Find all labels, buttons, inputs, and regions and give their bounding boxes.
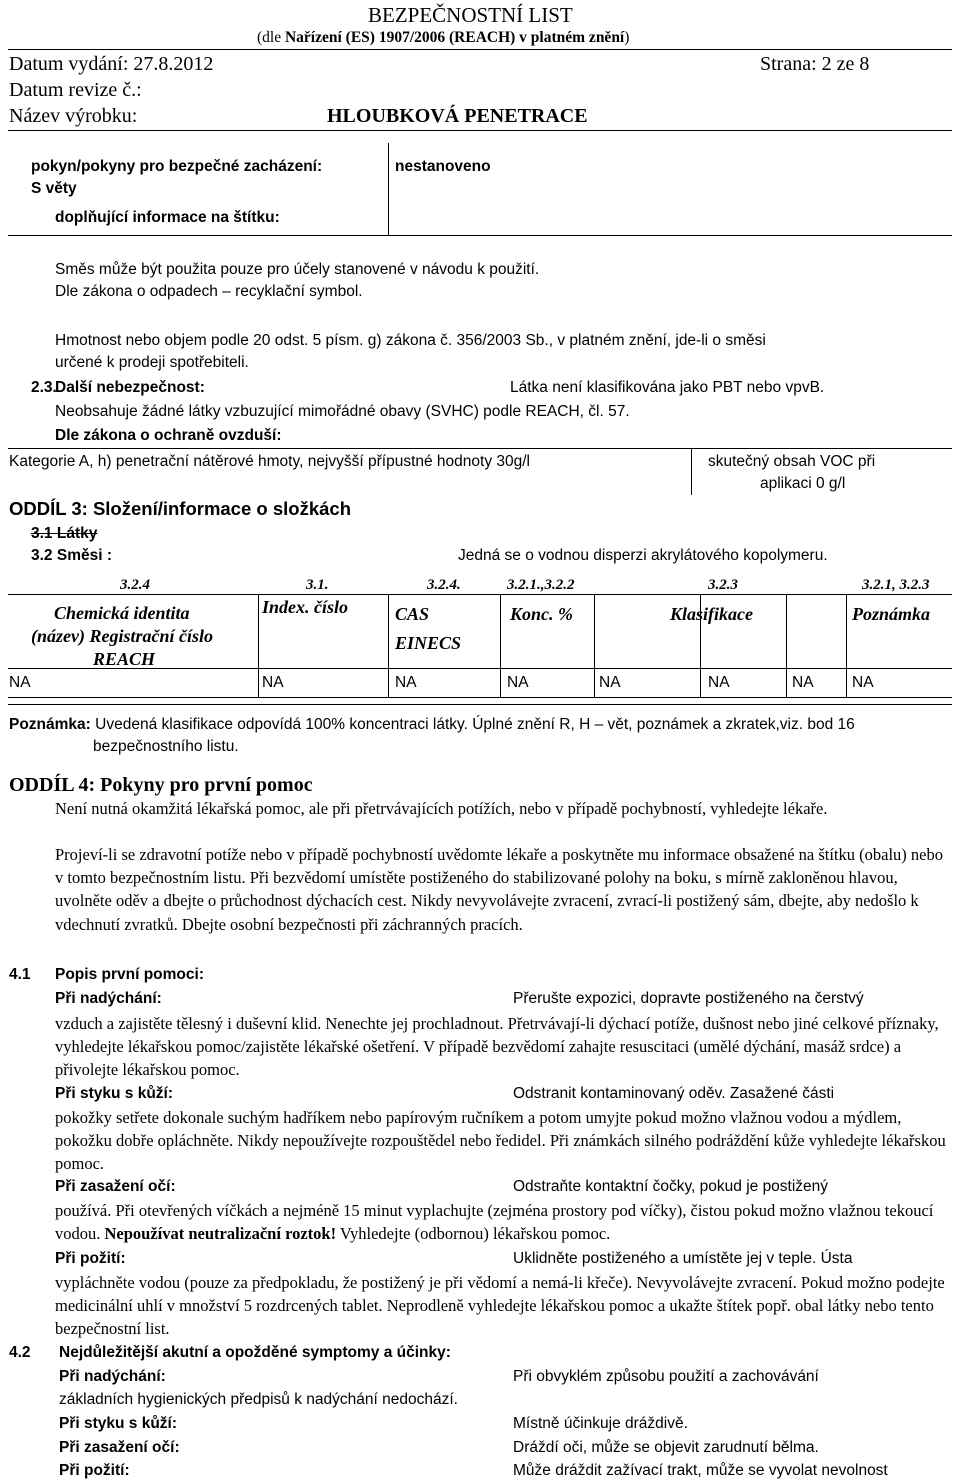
revision-date: Datum revize č.: (9, 79, 142, 101)
symptoms-skin-label: Při styku s kůží: (59, 1415, 178, 1432)
inhalation-text: vzduch a zajistěte tělesný i duševní klid. Nenechte jej prochladnout. Přetrvávají-li dýchací potíže, dušnost nebo jiné celkové příznaky, vyhledejte lékařskou pomoc/zajistěte lékařské ošetření. V případě bezvědomí zahajte resuscitaci (umělé dýchání, masáž srdce) a přivolejte lékařskou pomoc. (55, 1014, 939, 1080)
section-4-1-title: Popis první pomoci: (55, 966, 204, 983)
page-number: Strana: 2 ze 8 (760, 53, 870, 75)
use-note: Směs může být použita pouze pro účely stanovené v návodu k použití. (55, 261, 540, 278)
section-4-1-number: 4.1 (9, 966, 31, 983)
voc-table-divider (691, 448, 692, 495)
weight-note-line1: Hmotnost nebo objem podle 20 odst. 5 písm. g) zákona č. 356/2003 Sb., v platném znění, jde-li o směsi (55, 332, 766, 349)
col-chemical-identity-line2: (název) Registrační číslo (31, 626, 213, 646)
comp-col-sep-2 (388, 594, 389, 697)
col-cas: CAS (395, 604, 430, 624)
composition-note-line2: bezpečnostního listu. (93, 738, 239, 755)
section-2-3-label: Další nebezpečnost: (55, 379, 205, 396)
s-sentences-label: S věty (31, 180, 77, 197)
document-title: BEZPEČNOSTNÍ LIST (368, 3, 573, 27)
composition-note: Poznámka: Uvedená klasifikace odpovídá 100% koncentraci látky. Úplné znění R, H – vět, poznámek a zkratek,viz. bod 16 (9, 716, 855, 733)
symptoms-inhalation-rest: základních hygienických předpisů k nadýchání nedochází. (59, 1391, 458, 1408)
skin-contact-text: pokožky setřete dokonale suchým hadříkem nebo papírovým ručníkem a potom umyjte pokud možno vlažnou vodou a mýdlem, pokožku dobře opláchněte. Nikdy nepoužívejte rozpouštědel nebo ředidel. Při známkách silného podráždění kůže vyhledejte lékařskou pomoc. (55, 1108, 946, 1174)
comp-table-bottom2 (8, 704, 952, 705)
section-4-intro-1: Není nutná okamžitá lékařská pomoc, ale při přetrvávajících potížích, nebo v případě pochybností, vyhledejte lékaře. (55, 799, 828, 818)
col-chemical-identity-line1: Chemická identita (54, 603, 190, 623)
ingestion-text: vypláchněte vodou (pouze za předpokladu, že postižený je při vědomí a nemá-li křeče). Nevyvolávejte zvracení. Pokud možno podejte medicinální uhlí v množství 5 rozdrcených tablet. Neprodleně vyhledejte lékařskou pomoc a ukažte štítek popř. obal látky nebo tento bezpečnostní list. (55, 1273, 945, 1339)
section-4-title: ODDÍL 4: Pokyny pro první pomoc (9, 774, 313, 796)
comp-col-sep-7 (846, 594, 847, 697)
ingestion-label: Při požití: (55, 1250, 126, 1267)
section-3-2-mixtures-label: 3.2 Směsi : (31, 547, 112, 564)
comp-table-top (8, 594, 952, 595)
na-cell-2: NA (262, 674, 284, 691)
eye-contact-label: Při zasažení očí: (55, 1178, 176, 1195)
comp-col-sep-4 (594, 594, 595, 697)
product-label: Název výrobku: (9, 105, 138, 127)
ref-col-3: 3.2.4. (427, 577, 461, 593)
header-bottom-rule (8, 130, 952, 131)
label-box-divider (388, 143, 389, 235)
header-rule (8, 49, 952, 50)
voc-content-line1: skutečný obsah VOC při (708, 453, 876, 470)
col-index-number: Index. číslo (262, 597, 349, 617)
comp-table-bottom (8, 697, 952, 698)
section-4-intro-2: Projeví-li se zdravotní potíže nebo v případě pochybností uvědomte lékaře a poskytněte mu informace obsažené na štítku (obalu) nebo v tomto bezpečnostním listu. Při bezvědomí umístěte postiženého do stabilizované polohy na boku, s mírně zakloněnou hlavou, uvolněte oděv a dbejte o průchodnost dýchacích cest. Nikdy nevyvolávejte zvracení, zvrací-li postižený sám, dbejte, aby nedošlo k vdechnutí zvratků. Dbejte osobní bezpečnosti při záchranných pracích. (55, 845, 943, 934)
ref-col-5: 3.2.3 (708, 577, 738, 593)
label-box-bottom (8, 235, 952, 236)
na-cell-6: NA (708, 674, 730, 691)
symptoms-ingestion-label: Při požití: (59, 1462, 130, 1479)
comp-col-sep-6 (786, 594, 787, 697)
symptoms-eye-value: Dráždí oči, může se objevit zarudnutí bělma. (513, 1439, 819, 1456)
na-cell-5: NA (599, 674, 621, 691)
eye-contact-first-line: Odstraňte kontaktní čočky, pokud je postižený (513, 1178, 829, 1195)
ingestion-first-line: Uklidněte postiženého a umístěte jej v teple. Ústa (513, 1250, 853, 1267)
weight-note-line2: určené k prodeji spotřebiteli. (55, 354, 249, 371)
ref-col-4: 3.2.1.,3.2.2 (507, 577, 575, 593)
waste-note: Dle zákona o odpadech – recyklační symbol. (55, 283, 363, 300)
col-chemical-identity-line3: REACH (93, 649, 156, 669)
na-cell-4: NA (507, 674, 529, 691)
col-classification: Klasifikace (670, 604, 753, 624)
col-einecs: EINECS (395, 633, 462, 653)
inhalation-first-line: Přerušte expozici, dopravte postiženého na čerstvý (513, 990, 864, 1007)
col-concentration: Konc. % (510, 604, 573, 624)
symptoms-eye-label: Při zasažení očí: (59, 1439, 180, 1456)
col-note: Poznámka (852, 604, 931, 624)
na-cell-8: NA (852, 674, 874, 691)
skin-contact-first-line: Odstranit kontaminovaný oděv. Zasažené části (513, 1085, 835, 1102)
instructions-label: pokyn/pokyny pro bezpečné zacházení: (31, 158, 323, 175)
section-2-3-number: 2.3. (31, 379, 57, 396)
na-cell-3: NA (395, 674, 417, 691)
supplementary-label: doplňující informace na štítku: (55, 209, 280, 226)
section-2-3-value: Látka není klasifikována jako PBT nebo vpvB. (510, 379, 825, 396)
comp-col-sep-3 (500, 594, 501, 697)
symptoms-ingestion-value: Může dráždit zažívací trakt, může se vyvolat nevolnost (513, 1462, 888, 1479)
inhalation-label: Při nadýchání: (55, 990, 162, 1007)
symptoms-inhalation-label: Při nadýchání: (59, 1368, 166, 1385)
ref-col-6: 3.2.1, 3.2.3 (862, 577, 930, 593)
voc-category: Kategorie A, h) penetrační nátěrové hmoty, nejvyšší přípustné hodnoty 30g/l (9, 453, 530, 470)
section-4-2-title: Nejdůležitější akutní a opožděné symptomy a účinky: (59, 1344, 451, 1361)
air-protection-label: Dle zákona o ochraně ovzduší: (55, 427, 282, 444)
section-4-2-number: 4.2 (9, 1344, 31, 1361)
voc-table-top (8, 448, 952, 449)
regulation-reference: (dle Nařízení (ES) 1907/2006 (REACH) v platném znění) (257, 29, 630, 46)
label-box-value: nestanoveno (395, 158, 491, 175)
skin-contact-label: Při styku s kůží: (55, 1085, 174, 1102)
symptoms-skin-value: Místně účinkuje dráždivě. (513, 1415, 688, 1432)
symptoms-inhalation-first: Při obvyklém způsobu použití a zachovávání (513, 1368, 819, 1385)
voc-content-line2: aplikaci 0 g/l (760, 475, 846, 492)
na-cell-7: NA (792, 674, 814, 691)
ref-col-1: 3.2.4 (120, 577, 150, 593)
na-cell-1: NA (9, 674, 31, 691)
issue-date: Datum vydání: 27.8.2012 (9, 53, 214, 75)
comp-col-sep-1 (258, 594, 259, 697)
svhc-note: Neobsahuje žádné látky vzbuzující mimořádné obavy (SVHC) podle REACH, čl. 57. (55, 403, 630, 420)
ref-col-2: 3.1. (306, 577, 329, 593)
product-name: HLOUBKOVÁ PENETRACE (327, 105, 588, 127)
section-3-1-substances: 3.1 Látky (31, 525, 98, 542)
section-3-2-mixtures-value: Jedná se o vodnou disperzi akrylátového kopolymeru. (458, 547, 828, 564)
eye-contact-text: používá. Při otevřených víčkách a nejméně 15 minut vyplachujte (zejména prostory pod víčky), čistou pokud možno vlažnou tekoucí vodou. Nepoužívat neutralizační roztok! Vyhledejte (odbornou) lékařskou pomoc. (55, 1201, 934, 1244)
section-3-title: ODDÍL 3: Složení/informace o složkách (9, 498, 351, 519)
